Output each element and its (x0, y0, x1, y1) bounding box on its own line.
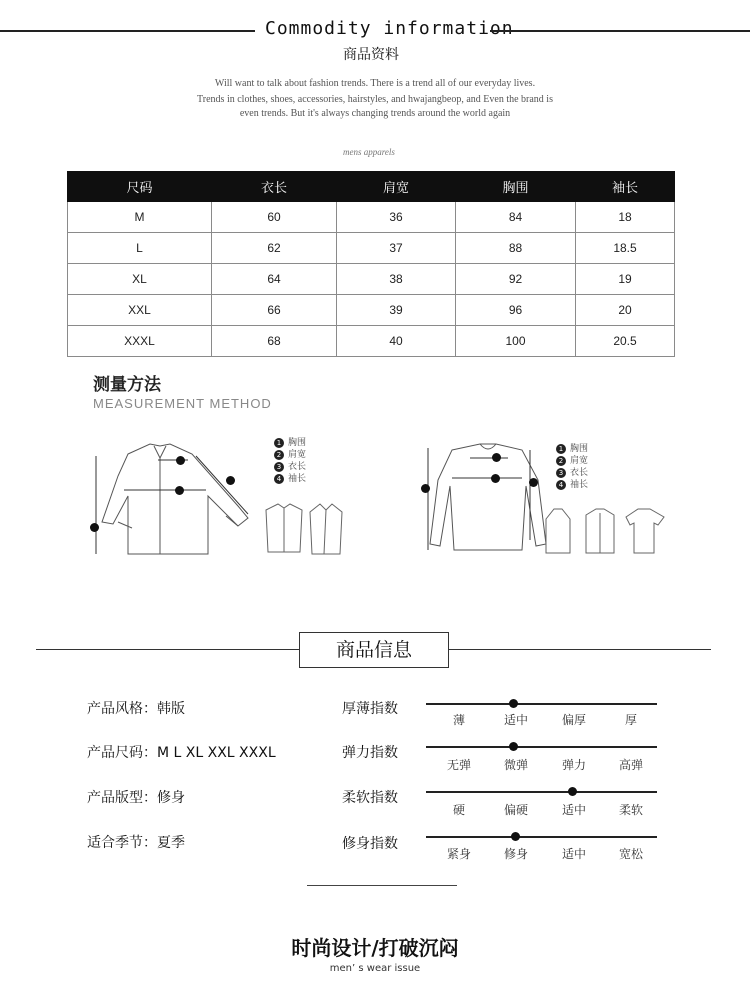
legend-label: 袖长 (570, 480, 589, 490)
header-rule-right (490, 30, 750, 32)
index-softness-option: 硬 (452, 803, 465, 817)
index-thickness-option: 偏厚 (561, 713, 586, 727)
shirt-marker-2 (176, 456, 185, 465)
legend-number: 2 (556, 456, 566, 466)
cell: 68 (212, 326, 337, 357)
index-softness-option: 柔软 (618, 803, 643, 817)
index-fit-option: 适中 (561, 847, 586, 861)
cell: 20.5 (576, 326, 675, 357)
sweater-illustration (418, 440, 558, 560)
cell: XXL (68, 295, 212, 326)
cell: M (68, 202, 212, 233)
product-info-title: 商品信息 (299, 632, 449, 668)
index-elasticity-option: 无弹 (446, 758, 471, 772)
index-thickness-label: 厚薄指数 (342, 701, 398, 717)
legend-number: 1 (274, 438, 284, 448)
index-thickness-marker (509, 699, 518, 708)
attr-season: 适合季节：夏季 (87, 835, 185, 851)
jacket-thumbnails (260, 500, 344, 558)
index-softness-marker (568, 787, 577, 796)
cell: 88 (456, 233, 576, 264)
legend-item (274, 473, 306, 485)
cell: 36 (337, 202, 456, 233)
legend-label: 袖长 (288, 474, 307, 484)
subtitle: mens apparels (343, 147, 395, 157)
legend-item (274, 449, 306, 461)
intro-line-1: Will want to talk about fashion trends. There is a trend all of our everyday lives. (214, 78, 536, 89)
intro-line-2: Trends in clothes, shoes, accessories, hairstyles, and hwajangbeop, and Even the brand is (197, 94, 553, 105)
header-title-en: Commodity information (265, 18, 514, 39)
legend-label: 衣长 (288, 462, 307, 472)
index-elasticity-marker (509, 742, 518, 751)
cell: XL (68, 264, 212, 295)
cell: 19 (576, 264, 675, 295)
cell: 66 (212, 295, 337, 326)
cell: 38 (337, 264, 456, 295)
legend-number: 4 (556, 480, 566, 490)
index-elasticity-option: 弹力 (561, 758, 586, 772)
index-elasticity-option: 高弹 (618, 758, 643, 772)
cell: 100 (456, 326, 576, 357)
legend-item (274, 437, 306, 449)
table-row (68, 264, 675, 295)
header-title-cn: 商品资料 (343, 47, 399, 63)
footer-rule (307, 885, 457, 886)
cell: L (68, 233, 212, 264)
measurement-title-en: MEASUREMENT METHOD (93, 396, 272, 411)
legend-right (556, 443, 588, 491)
legend-item (556, 467, 588, 479)
measurement-title-cn: 测量方法 (93, 375, 161, 395)
attr-style: 产品风格：韩版 (87, 701, 185, 717)
col-header-chest: 胸围 (456, 172, 576, 202)
legend-label: 胸围 (570, 444, 589, 454)
legend-number: 3 (274, 462, 284, 472)
shirt-marker-1 (175, 486, 184, 495)
legend-number: 1 (556, 444, 566, 454)
index-fit-option: 紧身 (446, 847, 471, 861)
cell: 37 (337, 233, 456, 264)
cell: 96 (456, 295, 576, 326)
cell: 92 (456, 264, 576, 295)
legend-item (556, 443, 588, 455)
col-header-shoulder: 肩宽 (337, 172, 456, 202)
table-row (68, 233, 675, 264)
legend-number: 2 (274, 450, 284, 460)
legend-label: 肩宽 (288, 450, 307, 460)
table-row (68, 295, 675, 326)
index-elasticity-label: 弹力指数 (342, 745, 398, 761)
index-thickness-option: 适中 (503, 713, 528, 727)
cell: 60 (212, 202, 337, 233)
index-fit-label: 修身指数 (342, 836, 398, 852)
table-row (68, 326, 675, 357)
index-softness-option: 偏硬 (503, 803, 528, 817)
index-elasticity-track (426, 746, 657, 748)
index-fit-option: 修身 (503, 847, 528, 861)
legend-number: 4 (274, 474, 284, 484)
legend-item (274, 461, 306, 473)
sweater-marker-1 (491, 474, 500, 483)
cell: 62 (212, 233, 337, 264)
index-softness-label: 柔软指数 (342, 790, 398, 806)
attr-fit: 产品版型：修身 (87, 790, 185, 806)
col-header-length: 衣长 (212, 172, 337, 202)
cell: 84 (456, 202, 576, 233)
legend-label: 胸围 (288, 438, 307, 448)
cell: 20 (576, 295, 675, 326)
index-fit-track (426, 836, 657, 838)
col-header-size: 尺码 (68, 172, 212, 202)
index-softness-track (426, 791, 657, 793)
index-elasticity-option: 微弹 (503, 758, 528, 772)
index-thickness-option: 薄 (452, 713, 465, 727)
index-thickness-option: 厚 (624, 713, 637, 727)
shirt-marker-4 (226, 476, 235, 485)
index-fit-marker (511, 832, 520, 841)
sweater-marker-4 (529, 478, 538, 487)
legend-label: 肩宽 (570, 456, 589, 466)
legend-item (556, 479, 588, 491)
cell: 39 (337, 295, 456, 326)
footer-title-cn: 时尚设计/打破沉闷 (291, 936, 459, 960)
cell: 18 (576, 202, 675, 233)
cell: 18.5 (576, 233, 675, 264)
cell: 64 (212, 264, 337, 295)
intro-line-3: even trends. But it's always changing trends around the world again (239, 108, 511, 119)
legend-left (274, 437, 306, 485)
index-softness-option: 适中 (561, 803, 586, 817)
shirt-marker-3 (90, 523, 99, 532)
table-header-row (68, 172, 675, 202)
index-thickness-track (426, 703, 657, 705)
legend-number: 3 (556, 468, 566, 478)
sweater-marker-3 (421, 484, 430, 493)
index-fit-option: 宽松 (618, 847, 643, 861)
shirt-illustration (88, 436, 268, 561)
sweater-marker-2 (492, 453, 501, 462)
table-row (68, 202, 675, 233)
cell: XXXL (68, 326, 212, 357)
top-thumbnails (540, 505, 670, 557)
header-rule-left (0, 30, 255, 32)
legend-label: 衣长 (570, 468, 589, 478)
attr-sizes: 产品尺码：M L XL XXL XXXL (87, 745, 276, 761)
legend-item (556, 455, 588, 467)
size-table (67, 171, 675, 357)
footer-title-en: men’ s wear issue (329, 963, 421, 974)
col-header-sleeve: 袖长 (576, 172, 675, 202)
cell: 40 (337, 326, 456, 357)
